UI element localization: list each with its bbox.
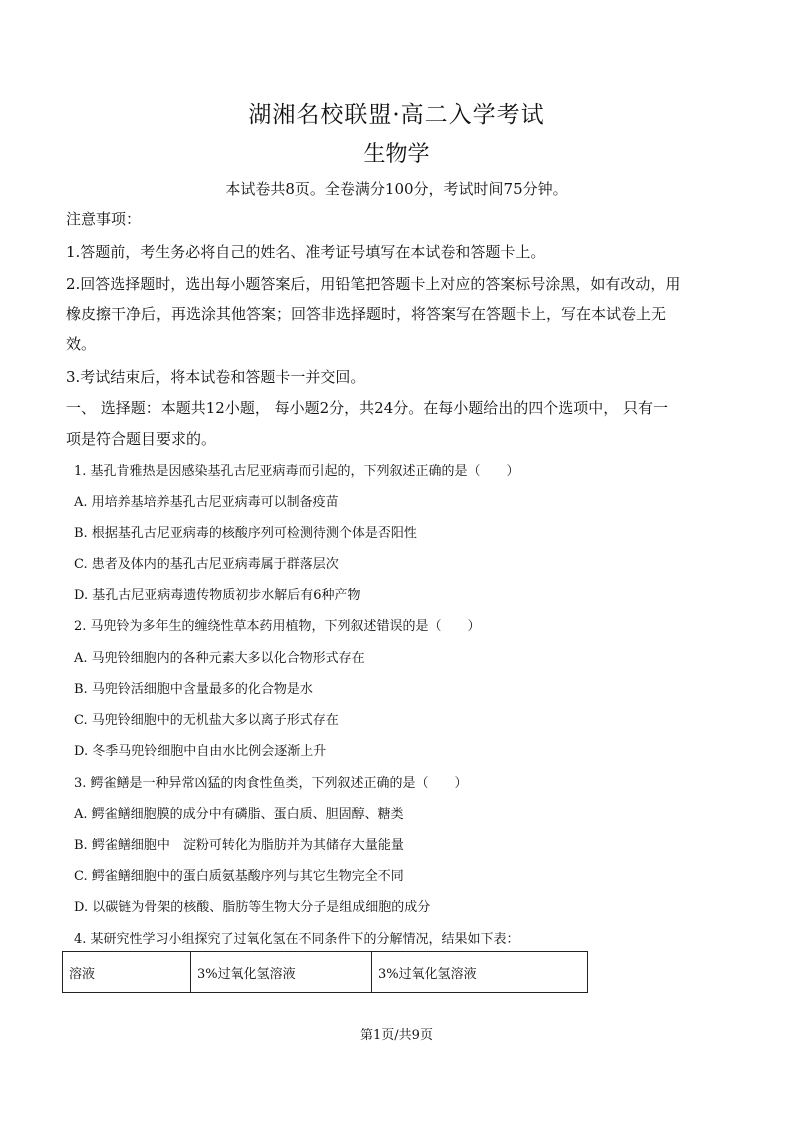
question-2-option-d: D. 冬季马兜铃细胞中自由水比例会逐渐上升	[74, 744, 327, 759]
question-1-option-a: A. 用培养基培养基孔古尼亚病毒可以制备疫苗	[74, 495, 339, 510]
exam-title: 湖湘名校联盟·高二入学考试	[248, 102, 545, 128]
results-table	[62, 951, 588, 993]
question-3-option-b: B. 鳄雀鳝细胞中 淀粉可转化为脂肪并为其储存大量能量	[74, 838, 404, 853]
question-1-option-d: D. 基孔古尼亚病毒遗传物质初步水解后有6种产物	[74, 588, 361, 603]
question-1-option-b: B. 根据基孔古尼亚病毒的核酸序列可检测待测个体是否阳性	[74, 526, 417, 541]
question-3-stem: 3. 鳄雀鳝是一种异常凶猛的肉食性鱼类，下列叙述正确的是（ ）	[74, 776, 468, 791]
question-3-option-a: A. 鳄雀鳝细胞膜的成分中有磷脂、蛋白质、胆固醇、糖类	[74, 807, 404, 822]
question-4-stem: 4. 某研究性学习小组探究了过氧化氢在不同条件下的分解情况，结果如下表：	[74, 932, 520, 947]
section-heading-line-1: 一、 选择题：本题共12小题， 每小题2分，共24分。在每小题给出的四个选项中， 只有一	[66, 399, 669, 417]
table-cell: 3%过氧化氢溶液	[372, 952, 588, 993]
table-cell: 3%过氧化氢溶液	[191, 952, 372, 993]
table-row	[63, 952, 588, 993]
note-item-1: 1.答题前，考生务必将自己的姓名、准考证号填写在本试卷和答题卡上。	[66, 243, 546, 261]
exam-info: 本试卷共8页。全卷满分100分，考试时间75分钟。	[225, 180, 568, 198]
note-item-3: 3.考试结束后，将本试卷和答题卡一并交回。	[66, 368, 366, 386]
page-number: 第1页/共9页	[360, 1028, 433, 1043]
note-item-2-line-2: 橡皮擦干净后，再选涂其他答案；回答非选择题时，将答案写在答题卡上，写在本试卷上无	[66, 305, 667, 323]
subject-title: 生物学	[363, 142, 430, 167]
question-1-option-c: C. 患者及体内的基孔古尼亚病毒属于群落层次	[74, 557, 339, 572]
question-2-option-b: B. 马兜铃活细胞中含量最多的化合物是水	[74, 682, 313, 697]
section-heading-line-2: 项是符合题目要求的。	[66, 430, 217, 448]
note-item-2-line-3: 效。	[66, 335, 97, 353]
notes-heading: 注意事项：	[66, 210, 142, 228]
question-1-stem: 1. 基孔肯雅热是因感染基孔古尼亚病毒而引起的，下列叙述正确的是（ ）	[74, 464, 520, 479]
question-2-option-c: C. 马兜铃细胞中的无机盐大多以离子形式存在	[74, 713, 339, 728]
question-2-option-a: A. 马兜铃细胞内的各种元素大多以化合物形式存在	[74, 651, 365, 666]
question-3-option-c: C. 鳄雀鳝细胞中的蛋白质氨基酸序列与其它生物完全不同	[74, 869, 404, 884]
question-3-option-d: D. 以碳链为骨架的核酸、脂肪等生物大分子是组成细胞的成分	[74, 900, 431, 915]
table-cell: 溶液	[63, 952, 191, 993]
question-2-stem: 2. 马兜铃为多年生的缠绕性草本药用植物，下列叙述错误的是（ ）	[74, 619, 481, 634]
note-item-2-line-1: 2.回答选择题时，选出每小题答案后，用铅笔把答题卡上对应的答案标号涂黑，如有改动，用	[66, 275, 681, 293]
